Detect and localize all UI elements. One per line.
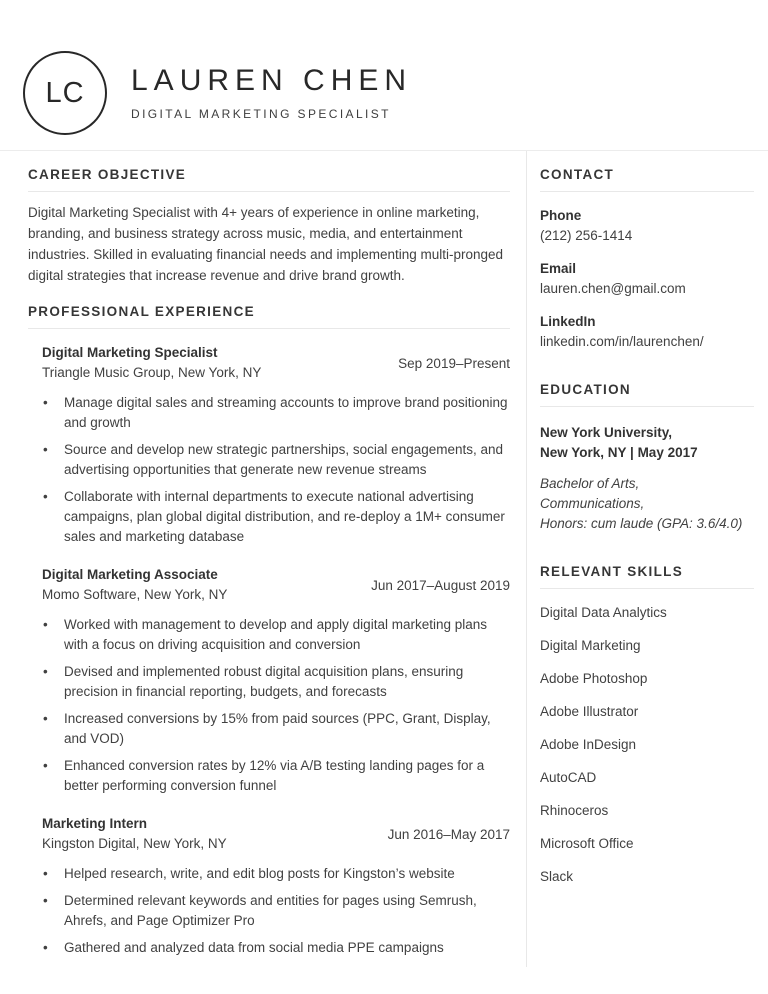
skills-heading: RELEVANT SKILLS — [540, 564, 754, 589]
job-header — [42, 565, 510, 605]
job-bullet: • Worked with management to develop and apply digital marketing plans with a focus on driving acquisition and conversion — [42, 615, 510, 655]
job-header — [42, 343, 510, 383]
skill-item: Slack — [540, 869, 574, 884]
job-title: Digital Marketing Associate — [42, 567, 218, 582]
education-degree — [540, 474, 754, 534]
skill-item: Rhinoceros — [540, 803, 609, 818]
contact-label: Phone — [540, 208, 582, 223]
skill-item: AutoCAD — [540, 770, 597, 785]
job-entry — [42, 343, 510, 547]
skill-item: Digital Data Analytics — [540, 605, 667, 620]
section-contact — [540, 167, 754, 352]
job-bullet: • Manage digital sales and streaming accounts to improve brand positioning and growth — [42, 393, 510, 433]
job-bullet-list — [42, 864, 510, 958]
job-bullet-list — [42, 615, 510, 796]
contact-list — [540, 206, 754, 352]
skill-list — [540, 603, 754, 887]
skill-item: Adobe Illustrator — [540, 704, 639, 719]
job-header — [42, 814, 510, 854]
job-bullet: • Enhanced conversion rates by 12% via A/B testing landing pages for a better performing conversion funnel — [42, 756, 510, 796]
header — [0, 0, 768, 150]
main-column — [0, 151, 526, 967]
career-objective-heading: CAREER OBJECTIVE — [28, 167, 510, 192]
job-bullet: • Devised and implemented robust digital acquisition plans, ensuring precision in financial reporting, budgets, and forecasts — [42, 662, 510, 702]
skill-item: Adobe Photoshop — [540, 671, 648, 686]
sidebar — [526, 151, 768, 967]
job-company: Momo Software, New York, NY — [42, 587, 228, 602]
career-objective-text: Digital Marketing Specialist with 4+ years of experience in online marketing, branding, and business strategy across music, media, and entertainment industries. Skilled in evaluating financial needs and implementing multi-pronged digital strategies that increase revenue and drive brand growth. — [28, 205, 504, 283]
job-entry — [42, 814, 510, 958]
job-dates: Jun 2016–May 2017 — [387, 826, 510, 842]
education-heading: EDUCATION — [540, 382, 754, 407]
job-company: Triangle Music Group, New York, NY — [42, 365, 262, 380]
contact-item-phone — [540, 206, 754, 246]
job-title-company — [42, 814, 227, 854]
skill-item: Microsoft Office — [540, 836, 634, 851]
experience-heading: PROFESSIONAL EXPERIENCE — [28, 304, 510, 329]
job-entry — [42, 565, 510, 796]
contact-label: LinkedIn — [540, 314, 596, 329]
job-title: Digital Marketing Specialist — [42, 345, 218, 360]
contact-value-email: lauren.chen@gmail.com — [540, 281, 686, 296]
content-area — [0, 150, 768, 967]
job-dates: Sep 2019–Present — [398, 355, 510, 371]
education-degree-line: Honors: cum laude (GPA: 3.6/4.0) — [540, 516, 743, 531]
job-bullet: • Gathered and analyzed data from social media PPE campaigns — [42, 938, 510, 958]
monogram-badge — [23, 51, 107, 135]
section-skills — [540, 564, 754, 887]
person-name: LAUREN CHEN — [131, 63, 413, 97]
name-block — [131, 63, 413, 121]
section-education — [540, 382, 754, 534]
job-bullet: • Helped research, write, and edit blog posts for Kingston’s website — [42, 864, 510, 884]
monogram-initials: LC — [45, 76, 85, 109]
contact-label: Email — [540, 261, 577, 276]
person-title: DIGITAL MARKETING SPECIALIST — [131, 106, 391, 121]
job-title: Marketing Intern — [42, 816, 148, 831]
job-title-company — [42, 565, 227, 605]
job-bullet: • Increased conversions by 15% from paid sources (PPC, Grant, Display, and VOD) — [42, 709, 510, 749]
job-title-company — [42, 343, 261, 383]
section-experience — [28, 304, 510, 958]
job-company: Kingston Digital, New York, NY — [42, 836, 227, 851]
skill-item: Adobe InDesign — [540, 737, 637, 752]
job-bullet-list — [42, 393, 510, 547]
contact-value-linkedin: linkedin.com/in/laurenchen/ — [540, 334, 704, 349]
education-school-line: New York, NY | May 2017 — [540, 445, 698, 460]
skill-item: Digital Marketing — [540, 638, 641, 653]
education-school — [540, 423, 754, 463]
contact-value-phone: (212) 256-1414 — [540, 228, 633, 243]
job-bullet: • Determined relevant keywords and entities for pages using Semrush, Ahrefs, and Page Optimizer Pro — [42, 891, 510, 931]
job-dates: Jun 2017–August 2019 — [371, 577, 510, 593]
contact-item-linkedin — [540, 312, 754, 352]
section-career-objective — [28, 167, 510, 286]
contact-heading: CONTACT — [540, 167, 754, 192]
job-bullet: • Collaborate with internal departments to execute national advertising campaigns, plan global digital distribution, and re-deploy a 1M+ consumer sales and marketing database — [42, 487, 510, 547]
education-degree-line: Communications, — [540, 496, 645, 511]
job-bullet: • Source and develop new strategic partnerships, social engagements, and advertising opportunities that generate new revenue streams — [42, 440, 510, 480]
education-school-line: New York University, — [540, 425, 673, 440]
contact-item-email — [540, 259, 754, 299]
education-degree-line: Bachelor of Arts, — [540, 476, 640, 491]
